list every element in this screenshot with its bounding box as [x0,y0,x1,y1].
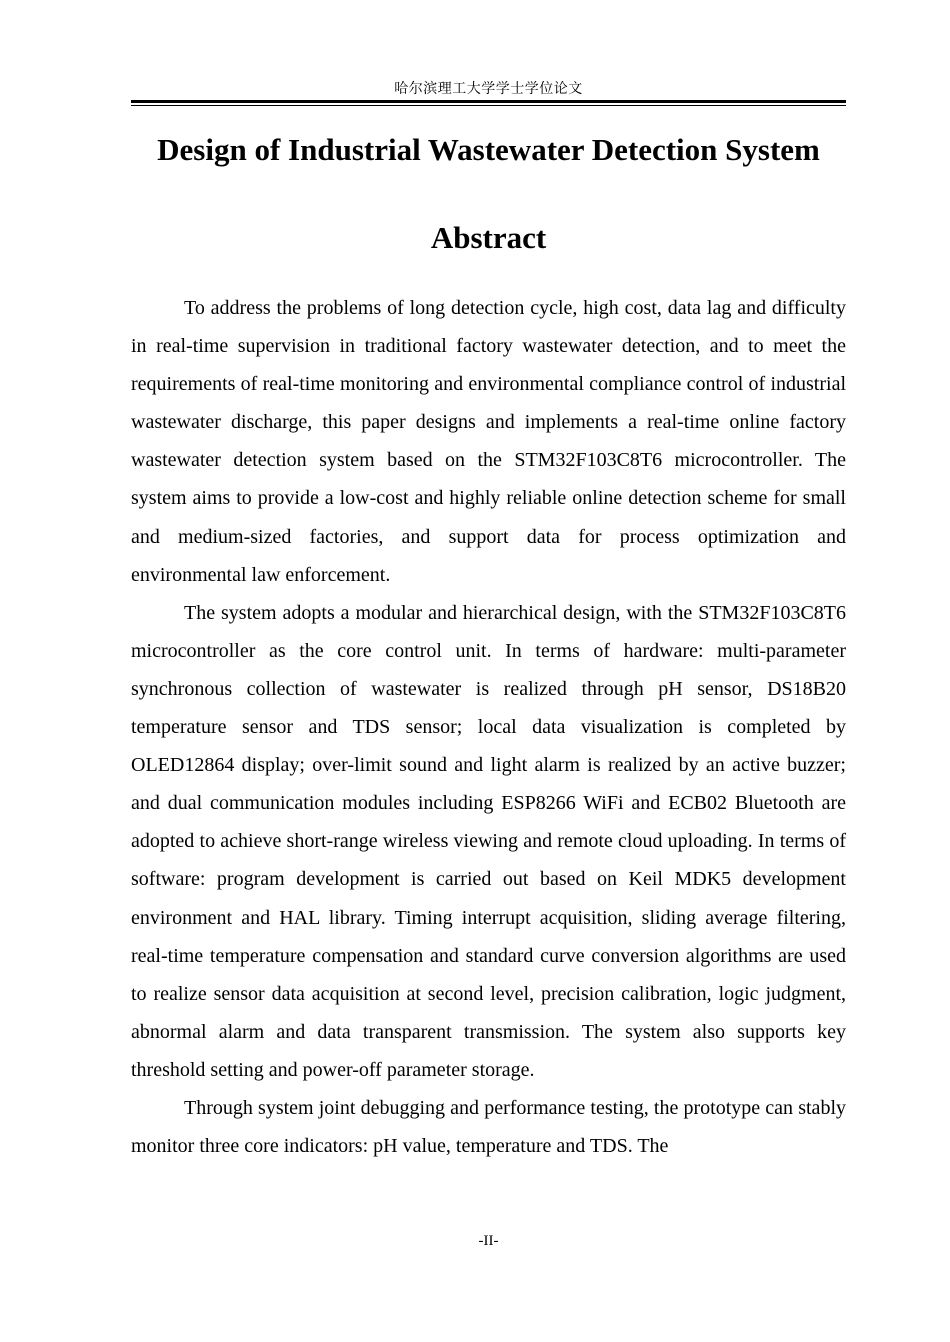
running-header: 哈尔滨理工大学学士学位论文 [394,81,583,97]
thesis-title: Design of Industrial Wastewater Detection System [157,132,820,167]
header-rule-thick [131,100,846,103]
header-rule-thin [131,105,846,106]
abstract-paragraph-2: The system adopts a modular and hierarchical design, with the STM32F103C8T6 microcontroller as the core control unit. In terms of hardware: multi-parameter synchronous collection of wastewater is realized through pH sensor, DS18B20 temperature sensor and TDS sensor; local data visualization is completed by OLED12864 display; over-limit sound and light alarm is realized by an active buzzer; and dual communication modules including ESP8266 WiFi and ECB02 Bluetooth are adopted to achieve short-range wireless viewing and remote cloud uploading. In terms of software: program development is carried out based on Keil MDK5 development environment and HAL library. Timing interrupt acquisition, sliding average filtering, real-time temperature compensation and standard curve conversion algorithms are used to realize sensor data acquisition at second level, precision calibration, logic judgment, abnormal alarm and data transparent transmission. The system also supports key threshold setting and power-off parameter storage. [131,601,846,1081]
page-number: -II- [478,1233,499,1249]
abstract-paragraph-1: To address the problems of long detection cycle, high cost, data lag and difficulty in real-time supervision in traditional factory wastewater detection, and to meet the requirements of real-time monitoring and environmental compliance control of industrial wastewater discharge, this paper designs and implements a real-time online factory wastewater detection system based on the STM32F103C8T6 microcontroller. The system aims to provide a low-cost and highly reliable online detection scheme for small and medium-sized factories, and support data for process optimization and environmental law enforcement. [131,297,846,586]
abstract-paragraph-3: Through system joint debugging and performance testing, the prototype can stably monitor three core indicators: pH value, temperature and TDS. The [131,1096,846,1158]
abstract-heading: Abstract [430,220,547,255]
abstract-body [131,289,846,1165]
